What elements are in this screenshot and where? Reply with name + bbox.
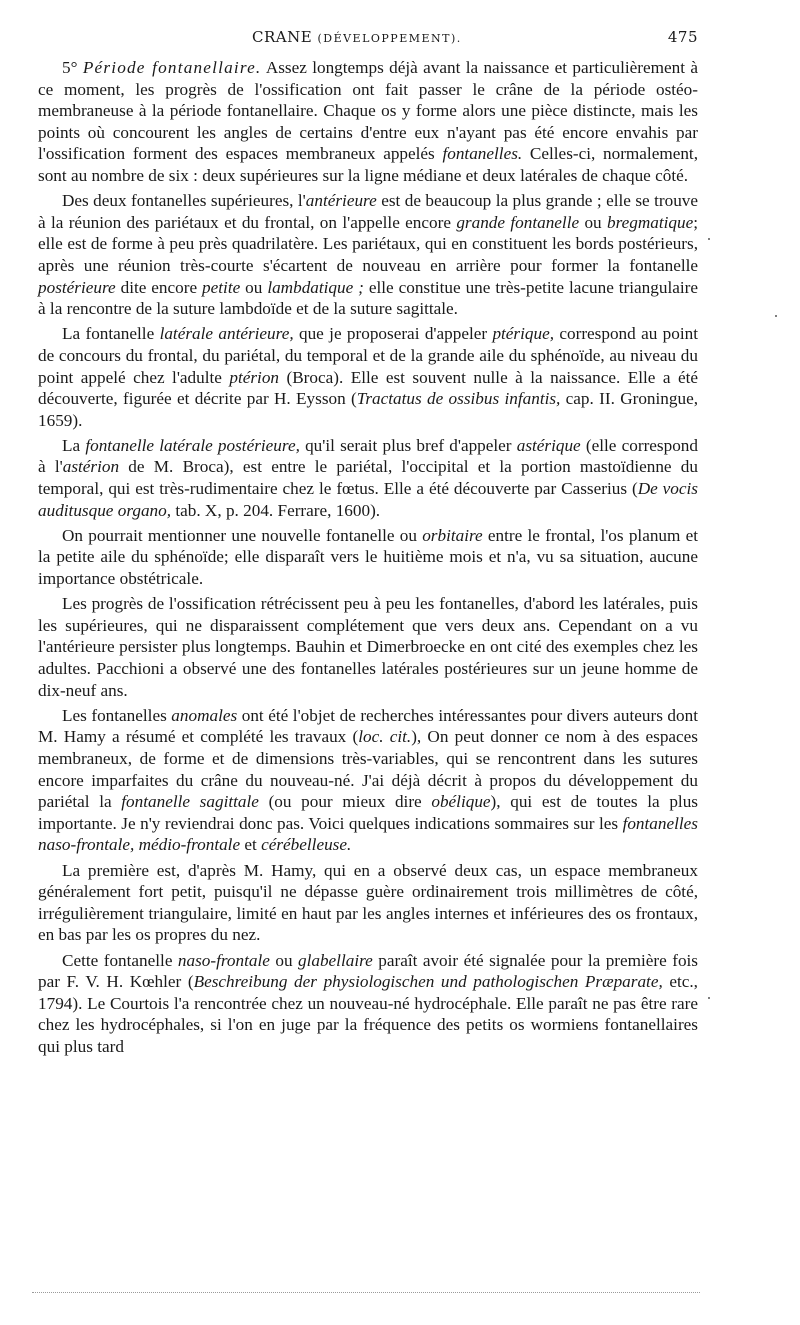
text-run: etc., 1794). Le Courtois l'a rencontrée chez un nouveau-né hydrocéphale. Elle paraît ne pas être rare chez les hydrocéphales, si l'on en juge par la fréquence des petits os wormiens fontanellaires qui plus tard — [38, 972, 698, 1056]
text-run: ou — [579, 212, 607, 232]
italic-term: anomales — [171, 705, 238, 725]
text-run: Les progrès de l'ossification rétrécissent peu à peu les fontanelles, d'abord les latérales, puis les supérieures, qui ne disparaissent complétement que vers deux ans. Cependant on a vu l'antérieure persister plus longtemps. Bauhin et Dimerbroecke en ont cité des exemples chez les adultes. Pacchioni a observé une des fontanelles latérales postérieures sur un jeune homme de dix-neuf ans. — [38, 594, 698, 700]
page-body — [38, 57, 698, 1061]
text-run: cap. II. Groningue, 1659). — [38, 389, 698, 430]
page-number: 475 — [667, 28, 698, 46]
text-run: entre le frontal, l'os planum et la petite aile du sphénoïde; elle disparaît vers le huitième mois et n'a, vu sa situation, aucune importance obstétricale. — [38, 525, 699, 589]
text-run: tab. X, p. 204. Ferrare, 1600). — [171, 500, 381, 520]
italic-term: loc. cit. — [358, 727, 412, 747]
text-run: Cette fontanelle — [62, 950, 178, 970]
margin-speck — [775, 315, 777, 317]
paragraph-3 — [38, 323, 698, 431]
italic-term: obélique — [431, 792, 491, 812]
text-run: qu'il serait plus bref d'appeler — [299, 435, 517, 455]
italic-term: ptérique, — [492, 324, 555, 344]
italic-term: petite — [202, 277, 241, 297]
italic-term: cérébelleuse. — [261, 835, 352, 855]
text-run: La — [62, 435, 86, 455]
text-run: et — [240, 835, 262, 855]
paragraph-2 — [38, 190, 698, 320]
italic-title: De vocis auditusque organo, — [38, 479, 698, 520]
italic-term: postérieure — [38, 277, 116, 297]
text-run: Assez longtemps déjà avant la naissance et particulièrement à ce moment, les progrès de l'ossification ont fait passer le crâne de la période ostéo-membraneuse à la période fontanellaire. Chaque os y forme alors une pièce distincte, mais les points où concourent les angles de certains d'entre eux n'ayant pas été encore envahis par l'ossification forment des espaces membraneux appelés — [38, 58, 698, 164]
running-title-main: CRANE — [252, 28, 313, 46]
italic-term: ptérion — [229, 367, 280, 387]
italic-term: naso-frontale — [177, 950, 270, 970]
text-run: elle constitue une très-petite lacune triangulaire à la rencontre de la suture lambdoïde et de la suture sagittale. — [38, 277, 698, 319]
section-heading: Période fontanellaire. — [82, 58, 262, 77]
text-run: correspond au point de concours du frontal, du pariétal, du temporal et de la grande aile du sphénoïde, au niveau du point appelé chez l'adulte — [38, 324, 698, 387]
running-header — [38, 28, 698, 50]
text-run: La fontanelle — [62, 324, 160, 344]
scan-edge-dotted-line — [32, 1292, 700, 1293]
italic-term: fontanelle latérale postérieure, — [85, 435, 300, 455]
italic-term: antérieure — [305, 191, 377, 211]
paragraph-1 — [38, 57, 698, 187]
margin-speck — [708, 997, 710, 999]
text-run: (ou pour mieux dire — [258, 792, 432, 812]
paragraph-4 — [38, 435, 698, 521]
text-run: est de beaucoup la plus grande ; elle se trouve à la réunion des pariétaux et du frontal, on l'appelle encore — [38, 191, 699, 232]
text-run: ), qui est de toutes la plus importante. Je n'y reviendrai donc pas. Voici quelques indications sommaires sur les — [38, 792, 698, 833]
paragraph-6 — [38, 593, 698, 701]
italic-term: fontanelles naso-frontale, médio-frontale — [38, 813, 698, 855]
italic-term: glabellaire — [298, 950, 373, 970]
text-run: Des deux fontanelles supérieures, l' — [62, 191, 306, 211]
italic-term: fontanelle sagittale — [121, 792, 259, 812]
italic-term: astérique — [516, 435, 581, 455]
paragraph-9 — [38, 950, 698, 1058]
margin-speck — [708, 238, 710, 240]
text-run: ou — [269, 950, 298, 970]
text-run: 5° — [62, 58, 83, 77]
italic-term: grande fontanelle — [456, 212, 580, 232]
text-run: paraît avoir été signalée pour la première fois par F. V. H. Kœhler ( — [38, 950, 698, 992]
italic-term: astérion — [62, 457, 120, 477]
text-run: ou — [240, 277, 268, 297]
text-run: On pourrait mentionner une nouvelle fontanelle ou — [62, 525, 423, 545]
italic-title: Beschreibung der physiologischen und pathologischen Præparate, — [193, 972, 663, 992]
paragraph-8 — [38, 860, 698, 946]
italic-term: orbitaire — [422, 525, 483, 545]
text-run: dite encore — [115, 277, 203, 297]
text-run: (Broca). Elle est souvent nulle à la naissance. Elle a été découverte, figurée et décrite par H. Eysson ( — [38, 367, 698, 409]
text-run: Les fontanelles — [62, 705, 172, 725]
text-run: ), On peut donner ce nom à des espaces membraneux, de forme et de dimensions très-variables, qui se rencontrent dans les sutures encore imparfaites du crâne du nouveau-né. J'ai déjà décrit à propos du développement du pariétal la — [38, 727, 698, 812]
text-run: ont été l'objet de recherches intéressantes pour divers auteurs dont M. Hamy a résumé et complété les travaux ( — [38, 705, 698, 747]
text-run: que je proposerai d'appeler — [293, 324, 493, 344]
text-run: ; elle est de forme à peu près quadrilatère. Les pariétaux, qui en constituent les bords postérieurs, après une réunion très-courte s'écartent de nouveau en arrière pour former la fontanelle — [38, 212, 699, 275]
italic-term: lambdatique ; — [267, 277, 364, 297]
italic-term: latérale antérieure, — [159, 324, 294, 344]
italic-title: Tractatus de ossibus infantis, — [356, 389, 561, 409]
text-run: de M. Broca), est entre le pariétal, l'occipital et la portion mastoïdienne du temporal, qui est très-rudimentaire chez le fœtus. Elle a été découverte par Casserius ( — [38, 457, 698, 499]
italic-term: fontanelles. — [442, 144, 523, 164]
running-title-sub: (DÉVELOPPEMENT). — [317, 32, 462, 45]
running-title — [252, 28, 462, 46]
paragraph-5 — [38, 525, 698, 590]
text-run: Celles-ci, normalement, sont au nombre de six : deux supérieures sur la ligne médiane et deux latérales de chaque côté. — [38, 144, 698, 185]
text-run: (elle correspond à l' — [38, 435, 698, 477]
paragraph-7 — [38, 705, 698, 856]
italic-term: bregmatique — [606, 212, 694, 232]
text-run: La première est, d'après M. Hamy, qui en a observé deux cas, un espace membraneux généralement fort petit, puisqu'il ne dépasse guère ordinairement trois millimètres de côté, irrégulièrement triangulaire, limité en haut par les angles internes et inférieures des os frontaux, en bas par les os propres du nez. — [38, 860, 698, 945]
